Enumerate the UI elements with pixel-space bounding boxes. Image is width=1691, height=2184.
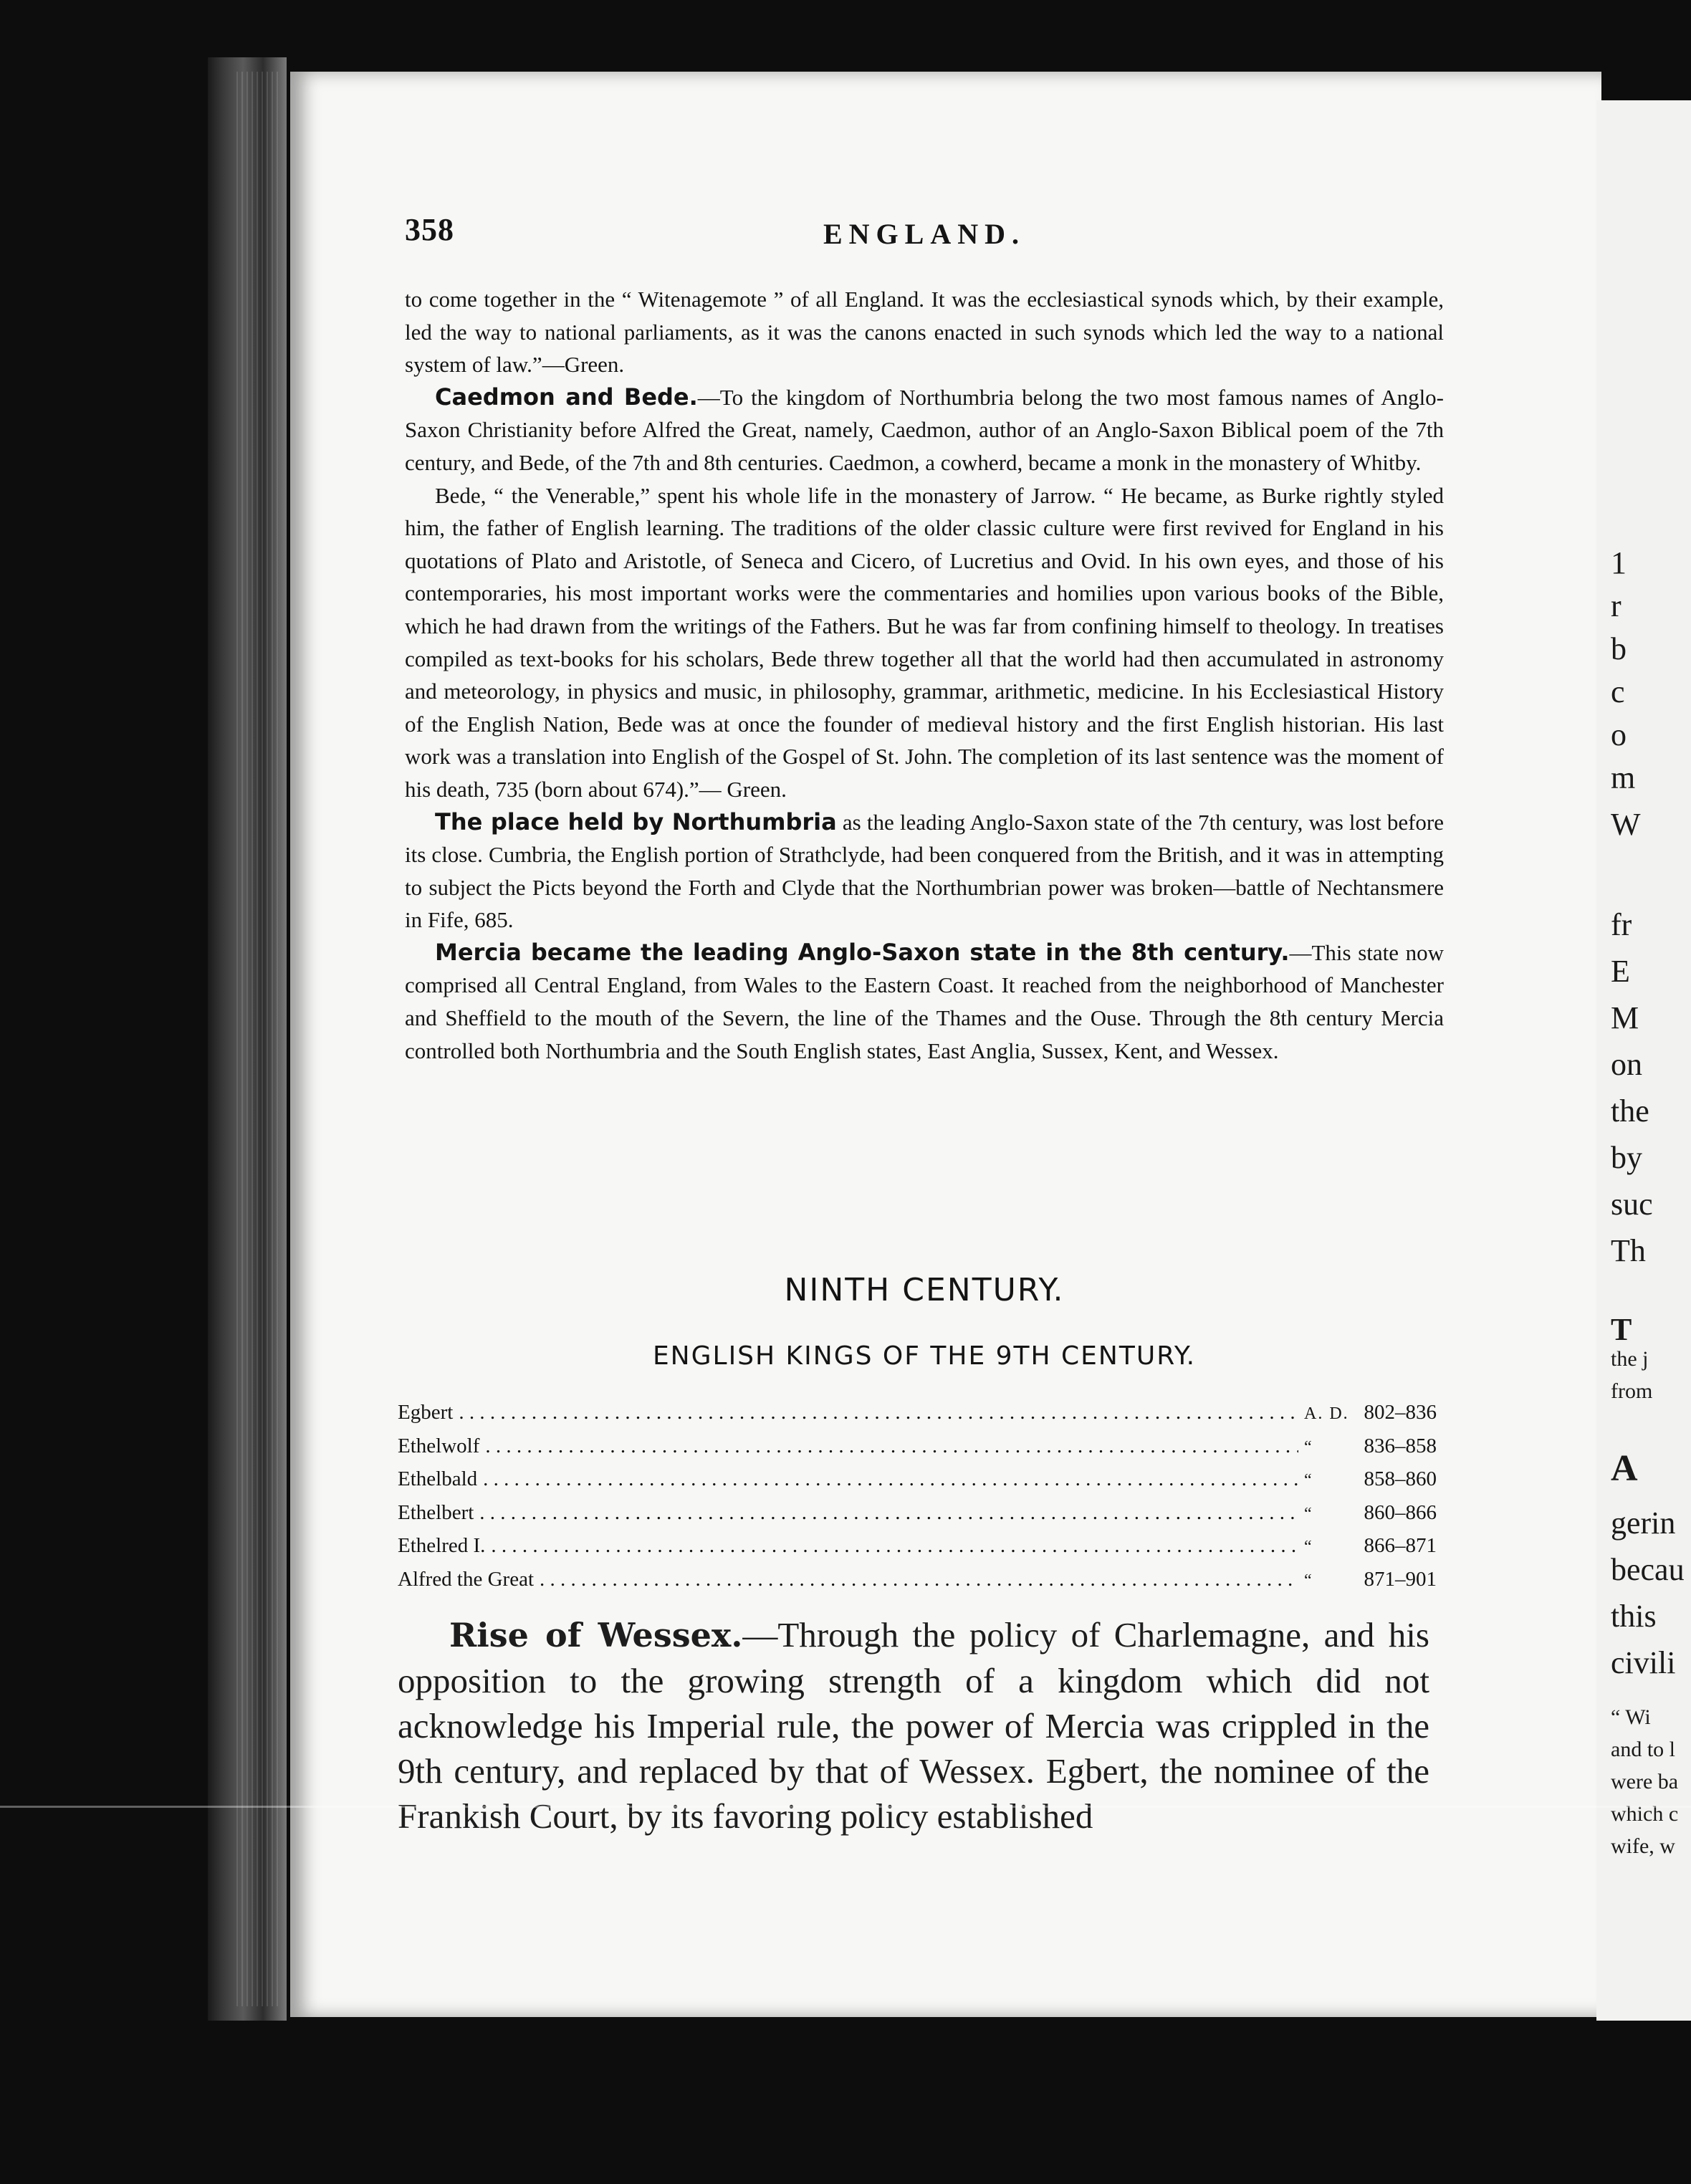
facing-fragment: T — [1611, 1312, 1632, 1347]
paragraph — [405, 937, 1444, 1067]
era-mark: “ — [1304, 1471, 1313, 1490]
facing-fragment: suc — [1611, 1187, 1653, 1222]
paragraph-lead: Mercia became the leading Anglo-Saxon state in the 8th century. — [435, 938, 1290, 966]
leader-dots — [485, 1429, 1298, 1463]
leader-dots — [491, 1529, 1298, 1563]
king-name: Ethelwolf — [398, 1434, 480, 1457]
body-text — [405, 283, 1444, 1067]
kings-list — [398, 1396, 1437, 1596]
running-title: ENGLAND. — [823, 218, 1026, 250]
paragraph-text: —To the kingdom of Northumbria belong the two most famous names of Anglo-Saxon Christianity before Alfred the Great, namely, Caedmon, author of an Anglo-Saxon Biblical poem of the 7th century, and Bede, of the 7th and 8th centuries. Caedmon, a cowherd, became a monk in the monastery of Whitby. — [405, 384, 1445, 475]
scan-artifact-line — [0, 1806, 1691, 1808]
paragraph-text: Bede, “ the Venerable,” spent his whole life in the monastery of Jarrow. “ He became, as Burke rightly styled him, the father of English learning. The traditions of the older classic culture were first revived for England in his quotations of Plato and Aristotle, of Seneca and Cicero, of Lucretius and Ovid. In his own eyes, and those of his contemporaries, his most important works were the commentaries and homilies upon various books of the Bible, which he had drawn from the writings of the Fathers. But he was far from confining himself to theology. In treatises compiled as text-books for his scholars, Bede threw together all that the world had then accumulated in astronomy and meteorology, in physics and music, in philosophy, grammar, arithmetic, medicine. In his Ecclesiastical History of the English Nation, Bede was at once the founder of medieval history and the first English historian. His last work was a translation into English of the Gospel of St. John. The completion of its last sentence was the moment of his death, 735 (born about 674).”— Green. — [405, 482, 1444, 802]
facing-fragment: fr — [1611, 907, 1632, 942]
facing-fragment: the — [1611, 1093, 1649, 1129]
facing-fragment: becau — [1611, 1552, 1685, 1587]
paragraph-text: as the leading Anglo-Saxon state of the 7th century, was lost before its close. Cumbria, the English portion of Strathclyde, had been conquered from the British, and it was in attempting to subject the Picts beyond the Forth and Clyde that the Northumbrian power was broken—battle of Nechtansmere in Fife, 685. — [405, 809, 1445, 933]
paragraph — [405, 283, 1444, 381]
leader-dots — [540, 1563, 1298, 1596]
facing-fragment: o — [1611, 717, 1627, 752]
paragraph-text: —Through the policy of Charlemagne, and his opposition to the growing strength of a kingdom which did not acknowledge his Imperial rule, the power of Mercia was crippled in the 9th century, and replaced by that of Wessex. Egbert, the nominee of the Frankish Court, by its favoring policy established — [398, 1615, 1429, 1836]
paragraph-lead: Caedmon and Bede. — [435, 383, 698, 411]
running-header — [405, 211, 1444, 254]
king-name: Egbert — [398, 1401, 454, 1424]
leader-dots — [483, 1462, 1298, 1496]
facing-fragment: W — [1611, 807, 1641, 842]
reign-years: 836–858 — [1364, 1434, 1437, 1457]
era-mark: “ — [1304, 1437, 1313, 1457]
facing-fragment: and to l — [1611, 1738, 1675, 1761]
paragraph — [405, 806, 1444, 937]
facing-fragment: on — [1611, 1047, 1642, 1082]
facing-fragment: E — [1611, 954, 1630, 989]
facing-fragment: this — [1611, 1599, 1657, 1634]
facing-fragment: “ Wi — [1611, 1705, 1651, 1729]
facing-fragment: m — [1611, 760, 1636, 795]
facing-fragment: Th — [1611, 1233, 1646, 1268]
king-row — [398, 1496, 1437, 1530]
paragraph — [405, 381, 1444, 479]
facing-fragment: r — [1611, 588, 1621, 623]
facing-fragment: by — [1611, 1140, 1642, 1175]
facing-fragment: the j — [1611, 1347, 1649, 1371]
era-mark: “ — [1304, 1571, 1313, 1590]
paragraph — [405, 479, 1444, 806]
king-row — [398, 1396, 1437, 1429]
king-row — [398, 1563, 1437, 1596]
page-edges — [236, 72, 279, 2006]
rise-of-wessex — [398, 1612, 1429, 1839]
reign-years: 802–836 — [1364, 1401, 1437, 1424]
facing-fragment: gerin — [1611, 1505, 1676, 1541]
facing-fragment: from — [1611, 1379, 1653, 1403]
facing-fragment: wife, w — [1611, 1834, 1675, 1858]
paragraph-text: to come together in the “ Witenagemote ” of all England. It was the ecclesiastical synods which, by their example, led the way to national parliaments, as it was the canons enacted in such synods which led the way to a national system of law.”—Green. — [405, 287, 1444, 378]
reign-years: 860–866 — [1364, 1500, 1437, 1524]
facing-fragment: M — [1611, 1000, 1639, 1035]
paragraph — [398, 1612, 1429, 1839]
facing-fragment: were ba — [1611, 1770, 1679, 1793]
king-row — [398, 1529, 1437, 1563]
facing-fragment: civili — [1611, 1645, 1676, 1680]
reign-years: 858–860 — [1364, 1467, 1437, 1490]
king-name: Ethelbald — [398, 1467, 478, 1490]
section-subtitle: ENGLISH KINGS OF THE 9TH CENTURY. — [652, 1341, 1197, 1371]
facing-fragment: which c — [1611, 1802, 1679, 1826]
reign-years: 871–901 — [1364, 1567, 1437, 1591]
era-mark: “ — [1304, 1538, 1313, 1556]
king-name: Alfred the Great — [398, 1567, 535, 1591]
era-mark: A. D. — [1304, 1404, 1349, 1423]
facing-fragment: b — [1611, 631, 1627, 666]
paragraph-lead: The place held by Northumbria — [435, 808, 837, 835]
facing-page — [1596, 100, 1691, 2021]
king-name: Ethelbert — [398, 1500, 474, 1524]
king-row — [398, 1429, 1437, 1463]
paragraph-text: —This state now comprised all Central England, from Wales to the Eastern Coast. It reached from the neighborhood of Manchester and Sheffield to the mouth of the Severn, the line of the Thames and the Ouse. Through the 8th century Mercia controlled both Northumbria and the South English states, East Anglia, Sussex, Kent, and Wessex. — [405, 939, 1444, 1063]
king-name: Ethelred I. — [398, 1534, 486, 1557]
king-row — [398, 1462, 1437, 1496]
page-number: 358 — [405, 212, 454, 247]
section-title: NINTH CENTURY. — [784, 1272, 1065, 1308]
facing-fragment: 1 — [1611, 545, 1627, 580]
reign-years: 866–871 — [1364, 1534, 1437, 1557]
leader-dots — [459, 1396, 1298, 1429]
facing-fragment: c — [1611, 674, 1625, 709]
facing-fragment: A — [1611, 1448, 1638, 1489]
paragraph-lead: Rise of Wessex. — [449, 1616, 743, 1654]
era-mark: “ — [1304, 1504, 1313, 1523]
leader-dots — [479, 1496, 1298, 1530]
